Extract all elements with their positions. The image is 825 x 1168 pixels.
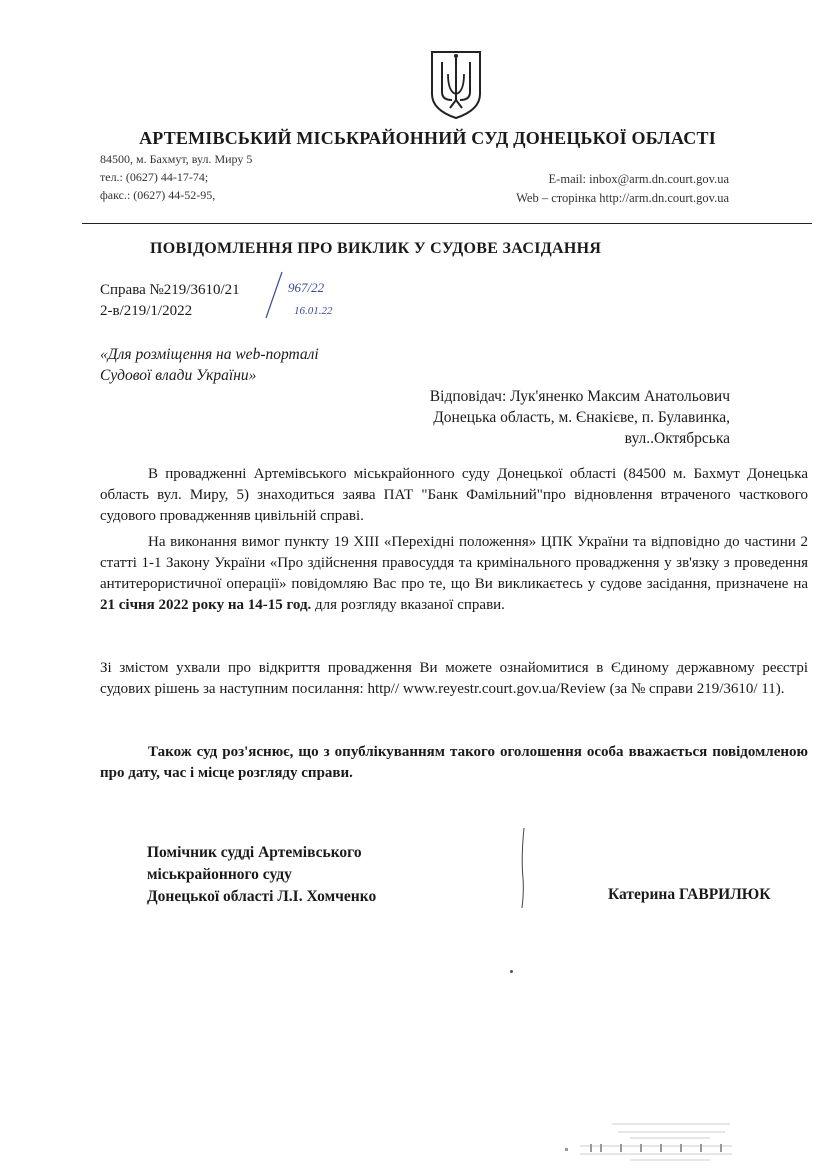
signer-name: Катерина ГАВРИЛЮК bbox=[608, 886, 771, 903]
court-phone: тел.: (0627) 44-17-74; bbox=[100, 170, 209, 184]
court-fax: факс.: (0627) 44-52-95, bbox=[100, 188, 216, 202]
paragraph-summons bbox=[100, 532, 808, 616]
faded-registration-stamp bbox=[560, 1114, 740, 1168]
handwritten-note-number: 967/22 bbox=[288, 280, 325, 295]
document-title: ПОВІДОМЛЕННЯ ПРО ВИКЛИК У СУДОВЕ ЗАСІДАННЯ bbox=[150, 240, 602, 257]
paragraph-proceeding: В провадженні Артемівського міськрайонного суду Донецької області (84500 м. Бахмут Донецька область вул. Миру, 5) знаходиться заява ПАТ "Банк Фамільний"про відновлення втраченого часткового судового провадженняв цивільній справі. bbox=[100, 466, 808, 524]
scan-speck bbox=[510, 970, 513, 973]
placement-note bbox=[100, 344, 319, 386]
handwritten-registration-note bbox=[262, 270, 372, 320]
case-info bbox=[100, 280, 240, 322]
court-contacts-block bbox=[516, 170, 729, 208]
placement-line-1: «Для розміщення на web-порталі bbox=[100, 346, 319, 363]
signatory-position-line-3: Донецької області Л.І. Хомченко bbox=[147, 888, 377, 905]
court-address: 84500, м. Бахмут, вул. Миру 5 bbox=[100, 152, 253, 166]
signatory-position-line-1: Помічник судді Артемівського bbox=[147, 844, 362, 861]
paragraph-notice: Також суд роз'яснює, що з опублікуванням такого оголошення особа вважається повідомленою про дату, час і місце розгляду справи. bbox=[100, 744, 808, 781]
proceeding-number: 2-в/219/1/2022 bbox=[100, 303, 193, 319]
paragraph-registry-link: Зі змістом ухвали про відкриття провадження Ви можете ознайомитися в Єдиному державному реєстрі судових рішень за наступним посилання: http// www.reyestr.court.gov.ua/Review (за № справи 219/3610/ 11). bbox=[100, 660, 808, 697]
handwritten-signature bbox=[518, 828, 528, 908]
court-name: АРТЕМІВСЬКИЙ МІСЬКРАЙОННИЙ СУД ДОНЕЦЬКОЇ ОБЛАСТІ bbox=[139, 128, 716, 148]
signatory-position bbox=[147, 842, 376, 908]
defendant-street: вул..Октябрська bbox=[624, 430, 730, 447]
hearing-datetime: 21 січня 2022 року на 14-15 год. bbox=[100, 597, 312, 613]
summons-text: На виконання вимог пункту 19 XIII «Перехідні положення» ЦПК України та відповідно до частини 2 статті 1-1 Закону України «Про здійснення правосуддя та кримінального провадження у зв'язку з проведення антитерористичної операції» повідомляю Вас про те, що Ви викликаєтесь у судове засідання, призначене на bbox=[100, 534, 808, 592]
coat-of-arms-icon bbox=[428, 48, 484, 120]
summons-purpose: для розгляду вказаної справи. bbox=[311, 597, 505, 613]
signatory-position-line-2: міськрайонного суду bbox=[147, 866, 292, 883]
defendant-block bbox=[290, 386, 730, 449]
handwritten-note-date: 16.01.22 bbox=[294, 305, 333, 317]
court-website: Web – сторінка http://arm.dn.court.gov.ua bbox=[516, 191, 729, 205]
court-address-block bbox=[100, 150, 252, 204]
defendant-name: Відповідач: Лук'яненко Максим Анатольович bbox=[429, 388, 730, 405]
placement-line-2: Судової влади України» bbox=[100, 367, 257, 384]
header-divider bbox=[82, 223, 812, 224]
defendant-address: Донецька область, м. Єнакієве, п. Булавинка, bbox=[433, 409, 730, 426]
court-email: E-mail: inbox@arm.dn.court.gov.ua bbox=[548, 172, 729, 186]
case-number: Справа №219/3610/21 bbox=[100, 282, 240, 298]
